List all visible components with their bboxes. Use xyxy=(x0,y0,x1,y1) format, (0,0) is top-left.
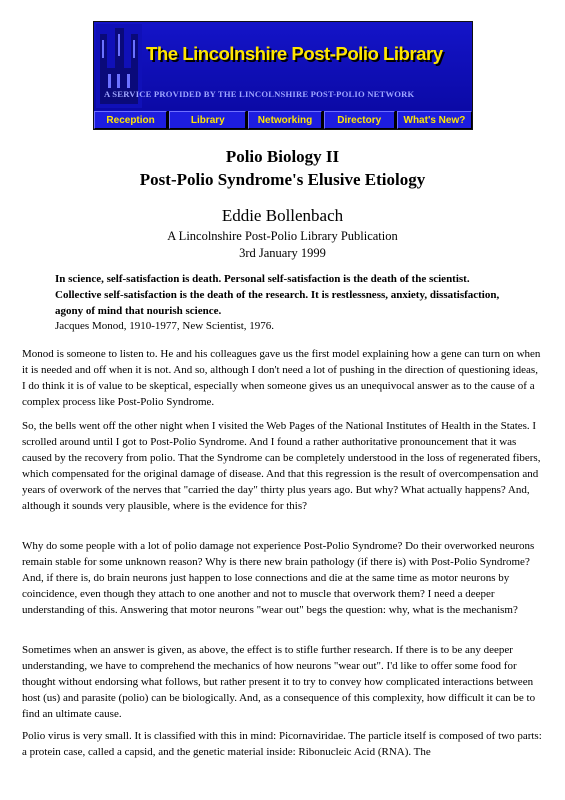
banner-title: The Lincolnshire Post-Polio Library xyxy=(146,43,443,64)
body-paragraph: Why do some people with a lot of polio damage not experience Post-Polio Syndrome? Do their overworked neurons remain stable for some unknown reason? Why is there new brain pathology (if there is) with Post-Polio Syndrome? And, if there is, do brain neurons just happen to lose connections and die at the same time as motor neurons by coincidence, even though they attach to one another and not to muscle that overwork them? I need a deeper understanding of this. Answering that motor neurons "wear out" begs the question: why, what is the mechanism? xyxy=(22,540,535,616)
article-title: Polio Biology II xyxy=(225,147,340,166)
publication-line: A Lincolnshire Post-Polio Library Publication xyxy=(167,229,398,243)
nav-bar xyxy=(94,111,472,129)
nav-directory-button[interactable]: Directory xyxy=(324,111,395,129)
banner-header xyxy=(94,22,472,110)
body-paragraph: So, the bells went off the other night when I visited the Web Pages of the National Institutes of Health in the States. I scrolled around until I got to Post-Polio Syndrome. And I found a rather authoritative pronouncement that it was caused by the recovery from polio. That the Syndrome can be completely understood in the loss of regenerated fibers, which compensated for the original damage of disease. And that this regression is the result of overcompensation and years of overwork of the nerves that "carried the day" thirty plus years ago. But why? What actually happens? And, although it sounds very plausible, where is the evidence for this? xyxy=(22,420,541,512)
body-paragraph: Sometimes when an answer is given, as above, the effect is to stifle further research. If there is to be any deeper understanding, we have to comprehend the mechanics of how neurons "wear out". I'd like to offer some food for thought without endorsing what follows, but rather present it to try to convey how complicated interactions between host (us) and parasite (polio) can be biologically. And, as a consequence of this complexity, how difficult it can be to find an ultimate cause. xyxy=(22,644,536,720)
banner-subtitle: A SERVICE PROVIDED BY THE LINCOLNSHIRE POST-POLIO NETWORK xyxy=(104,89,415,99)
epigraph-quote: In science, self-satisfaction is death. Personal self-satisfaction is the death of the scientist. Collective self-satisfaction is the death of the research. It is restlessness, anxiety, dissatisfaction, agony of mind that nourish science. xyxy=(55,273,500,317)
article-author: Eddie Bollenbach xyxy=(221,206,344,225)
publication-date: 3rd January 1999 xyxy=(239,246,326,260)
article-subtitle: Post-Polio Syndrome's Elusive Etiology xyxy=(139,170,426,189)
body-paragraph: Monod is someone to listen to. He and his colleagues gave us the first model explaining how a gene can turn on when it is needed and off when it is not. And so, although I don't need a lot of pushing in the direction of questioning ideas, I do think it is of value to be skeptical, especially when someone gives us an unequivocal answer as to the cause of a complex process like Post-Polio Syndrome. xyxy=(22,348,541,408)
nav-library-button[interactable]: Library xyxy=(169,111,246,129)
library-banner xyxy=(93,21,473,130)
epigraph-attribution: Jacques Monod, 1910-1977, New Scientist, 1976. xyxy=(55,320,275,332)
nav-whats-new-button[interactable]: What's New? xyxy=(397,111,472,129)
nav-reception-button[interactable]: Reception xyxy=(94,111,167,129)
body-paragraph: Polio virus is very small. It is classified with this in mind: Picornaviridae. The particle itself is composed of two parts: a protein case, called a capsid, and the genetic material inside: Ribonucleic Acid (RNA). The xyxy=(22,730,542,758)
nav-networking-button[interactable]: Networking xyxy=(248,111,321,129)
